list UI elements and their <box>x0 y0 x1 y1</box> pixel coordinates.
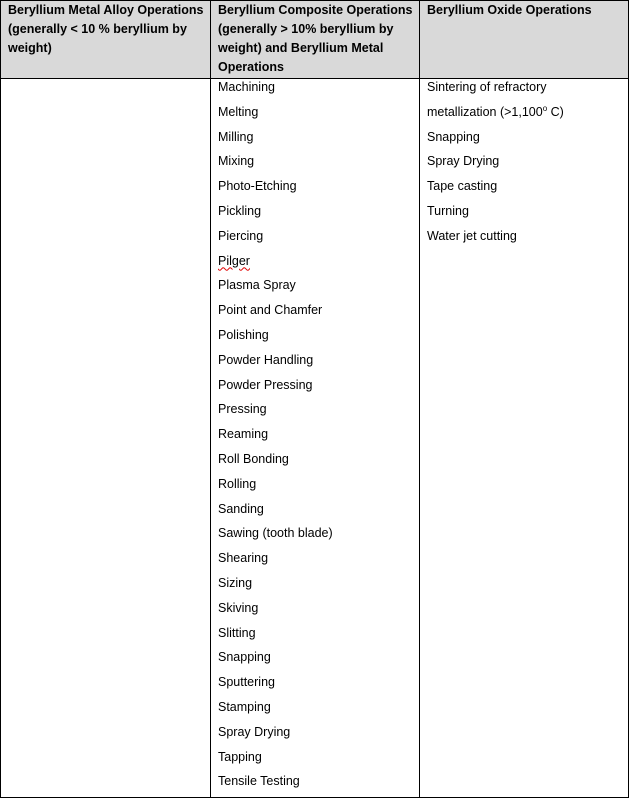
header-oxide-operations: Beryllium Oxide Operations <box>420 1 628 79</box>
list-item: Tapping <box>218 749 262 764</box>
list-item: Polishing <box>218 327 269 342</box>
list-item: Rolling <box>218 476 257 491</box>
list-item: Snapping <box>427 129 480 144</box>
list-item: Shearing <box>218 551 269 566</box>
list-item: Tensile Testing <box>218 774 300 789</box>
list-item: Tape casting <box>427 179 498 194</box>
list-item: Point and Chamfer <box>218 303 323 318</box>
column-oxide-operations <box>420 1 628 797</box>
list-item: Snapping <box>218 650 271 665</box>
spellcheck-flagged-word: Pilger <box>218 253 250 268</box>
list-item: Water jet cutting <box>427 228 517 243</box>
list-item: Spray Drying <box>218 724 291 739</box>
list-item: Turning <box>427 203 469 218</box>
oxide-operations-list <box>420 79 628 253</box>
list-item: Sawing (tooth blade) <box>218 526 333 541</box>
list-item: Mixing <box>218 154 255 169</box>
list-item: Stamping <box>218 699 271 714</box>
list-item: Melting <box>218 104 259 119</box>
list-item: Spray Drying <box>427 154 500 169</box>
list-item: Pickling <box>218 203 262 218</box>
list-item: Pressing <box>218 402 267 417</box>
column-composite-metal-operations <box>211 1 420 797</box>
list-item: Machining <box>218 80 275 94</box>
list-item: Piercing <box>218 228 264 243</box>
list-item: Sputtering <box>218 675 275 690</box>
list-item-text: metallization (>1,100 <box>427 104 543 119</box>
list-item: Reaming <box>218 427 269 442</box>
list-item: Sanding <box>218 501 264 516</box>
composite-metal-operations-list <box>211 79 419 798</box>
list-item-suffix: C) <box>547 104 564 119</box>
list-item: Powder Pressing <box>218 377 313 392</box>
list-item: Slitting <box>218 625 256 640</box>
column-alloy-operations <box>1 1 211 797</box>
list-item: Roll Bonding <box>218 451 289 466</box>
list-item: Powder Handling <box>218 352 314 367</box>
list-item: Plasma Spray <box>218 278 296 293</box>
list-item: Photo-Etching <box>218 179 297 194</box>
header-alloy-operations: Beryllium Metal Alloy Operations (generally < 10 % beryllium by weight) <box>1 1 210 79</box>
list-item <box>427 104 628 129</box>
list-item: Sintering of refractory <box>427 80 547 94</box>
list-item <box>218 253 419 278</box>
list-item: Skiving <box>218 600 259 615</box>
list-item: Milling <box>218 129 254 144</box>
header-composite-metal-operations: Beryllium Composite Operations (generally > 10% beryllium by weight) and Beryllium Metal Operations <box>211 1 419 79</box>
degree-superscript: o <box>542 103 548 113</box>
list-item: Sizing <box>218 575 253 590</box>
